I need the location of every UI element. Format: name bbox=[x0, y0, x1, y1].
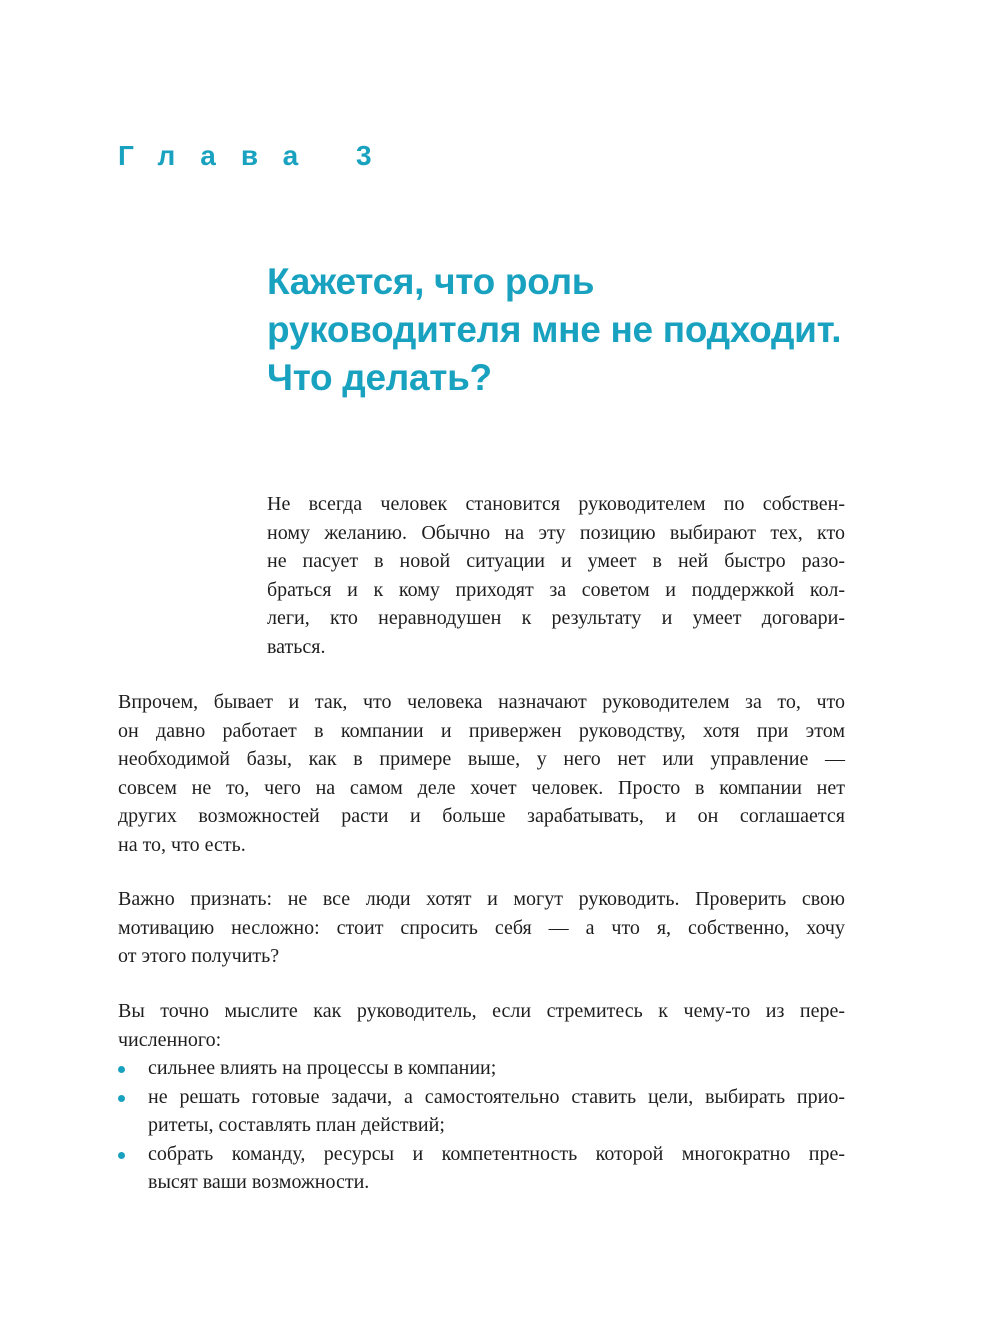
text-line: ваться. bbox=[267, 635, 326, 658]
text-line: мотивацию несложно: стоит спросить себя — а что я, собственно, хочу bbox=[118, 916, 845, 939]
text-line: сильнее влиять на процессы в компании; bbox=[148, 1057, 497, 1079]
text-line: совсем не то, чего на самом деле хочет человек. Просто в компании нет bbox=[118, 776, 845, 799]
chapter-title bbox=[267, 258, 887, 402]
text-line: необходимой базы, как в примере выше, у него нет или управление — bbox=[118, 748, 845, 770]
bullet-list bbox=[118, 1054, 845, 1197]
text-line: Вы точно мыслите как руководитель, если стремитесь к чему-то из пере- bbox=[118, 1000, 845, 1022]
text-line: численного: bbox=[118, 1028, 222, 1051]
intro-paragraph bbox=[267, 490, 845, 661]
text-line: Важно признать: не все люди хотят и могут руководить. Проверить свою bbox=[118, 888, 845, 910]
list-item bbox=[118, 1054, 845, 1083]
text-line: на то, что есть. bbox=[118, 833, 246, 856]
text-line: он давно работает в компании и привержен руководству, хотя при этом bbox=[118, 719, 845, 742]
list-item bbox=[118, 1140, 845, 1197]
chapter-title-line: Кажется, что роль bbox=[267, 261, 595, 302]
chapter-title-line: Что делать? bbox=[267, 357, 492, 398]
text-line: леги, кто неравнодушен к результату и умеет договари- bbox=[267, 607, 845, 629]
text-line: собрать команду, ресурсы и компетентность которой многократно пре- bbox=[148, 1142, 845, 1165]
text-line: ному желанию. Обычно на эту позицию выбирают тех, кто bbox=[267, 521, 845, 544]
bullet-icon bbox=[118, 1066, 125, 1073]
body-paragraph-2 bbox=[118, 885, 845, 971]
bullet-icon bbox=[118, 1095, 125, 1102]
chapter-label: Глава 3 bbox=[118, 140, 397, 171]
text-line: браться и к кому приходят за советом и поддержкой кол- bbox=[267, 578, 845, 601]
list-item bbox=[118, 1083, 845, 1140]
body-paragraph-1 bbox=[118, 688, 845, 859]
bullet-icon bbox=[118, 1152, 125, 1159]
text-line: других возможностей расти и больше зарабатывать, и он соглашается bbox=[118, 805, 845, 827]
text-line: Не всегда человек становится руководителем по собствен- bbox=[267, 493, 845, 515]
text-line: высят ваши возможности. bbox=[148, 1171, 370, 1193]
text-line: не решать готовые задачи, а самостоятельно ставить цели, выбирать прио- bbox=[148, 1085, 845, 1108]
text-line: от этого получить? bbox=[118, 945, 280, 967]
text-line: не пасует в новой ситуации и умеет в ней быстро разо- bbox=[267, 550, 845, 572]
chapter-title-line: руководителя мне не подходит. bbox=[267, 309, 842, 350]
text-line: ритеты, составлять план действий; bbox=[148, 1114, 445, 1136]
text-line: Впрочем, бывает и так, что человека назначают руководителем за то, что bbox=[118, 691, 845, 713]
body-paragraph-3 bbox=[118, 997, 845, 1054]
